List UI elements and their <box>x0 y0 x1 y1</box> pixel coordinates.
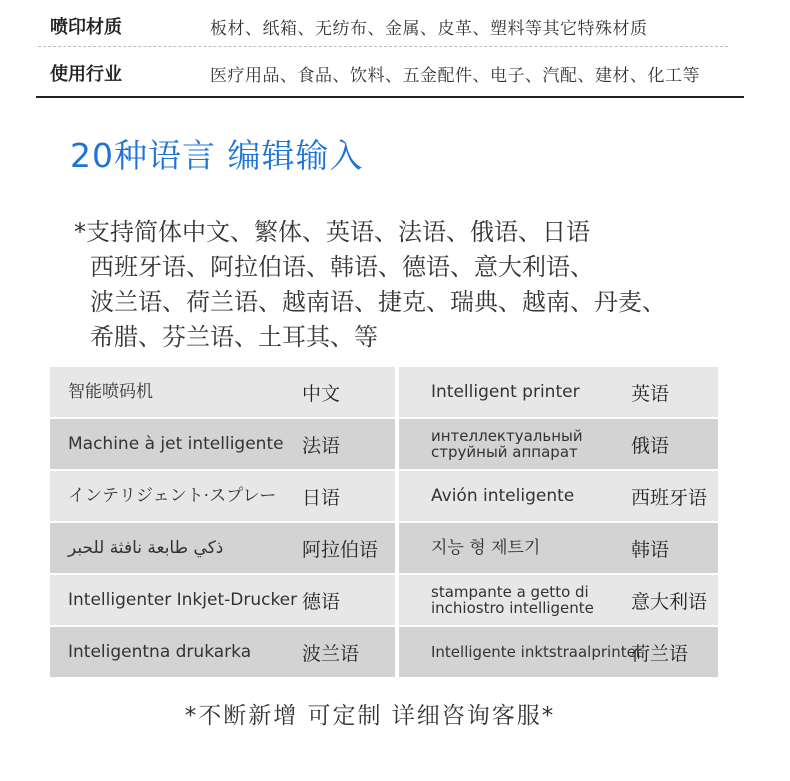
industry-label: 使用行业 <box>50 64 122 85</box>
language-line: *支持简体中文、繁体、英语、法语、俄语、日语 <box>74 218 590 246</box>
spec-row-industry <box>38 57 744 89</box>
dashed-divider <box>38 46 728 47</box>
table-cell <box>399 627 718 677</box>
table-cell <box>50 523 395 573</box>
term-text: интеллектуальный струйный аппарат <box>431 427 583 461</box>
language-name: 中文 <box>302 382 341 405</box>
term-text: Inteligentna drukarka <box>68 641 252 662</box>
table-cell <box>50 419 395 469</box>
term-text: Intelligenter Inkjet-Drucker <box>68 589 298 610</box>
term-text: 지능 형 제트기 <box>431 537 541 558</box>
table-row <box>50 367 718 417</box>
table-cell <box>399 575 718 625</box>
translation-table <box>50 367 718 679</box>
table-row <box>50 471 718 521</box>
table-row <box>50 627 718 677</box>
term-text: ذكي طابعة نافثة للحبر <box>68 537 224 558</box>
material-value: 板材、纸箱、无纺布、金属、皮革、塑料等其它特殊材质 <box>210 18 648 39</box>
table-row <box>50 419 718 469</box>
language-name: 波兰语 <box>302 642 360 665</box>
table-cell <box>50 575 395 625</box>
term-text: Intelligent printer <box>431 381 580 402</box>
term-text: インテリジェント·スプレー <box>68 485 277 506</box>
table-cell <box>399 471 718 521</box>
table-row <box>50 523 718 573</box>
material-label: 喷印材质 <box>50 17 122 38</box>
section-rule <box>36 96 744 98</box>
language-name: 法语 <box>302 434 341 457</box>
table-cell <box>399 523 718 573</box>
term-text: stampante a getto di inchiostro intelligente <box>431 583 594 617</box>
language-name: 西班牙语 <box>631 486 708 509</box>
language-name: 俄语 <box>631 434 670 457</box>
table-cell <box>50 471 395 521</box>
language-name: 意大利语 <box>631 590 708 613</box>
industry-value: 医疗用品、食品、饮料、五金配件、电子、汽配、建材、化工等 <box>210 65 700 86</box>
table-cell <box>399 419 718 469</box>
language-name: 阿拉伯语 <box>302 538 379 561</box>
language-name: 日语 <box>302 486 341 509</box>
language-line: 波兰语、荷兰语、越南语、捷克、瑞典、越南、丹麦、 <box>90 288 666 316</box>
table-row <box>50 575 718 625</box>
table-cell <box>50 627 395 677</box>
language-line: 西班牙语、阿拉伯语、韩语、德语、意大利语、 <box>90 253 594 281</box>
language-list <box>74 215 764 355</box>
headline: 20种语言 编辑输入 <box>70 136 364 175</box>
term-text: 智能喷码机 <box>68 381 153 402</box>
term-text: Machine à jet intelligente <box>68 433 284 454</box>
spec-row-material <box>38 10 744 42</box>
term-text: Intelligente inktstraalprinter <box>431 643 642 661</box>
language-name: 韩语 <box>631 538 670 561</box>
footer-note: *不断新增 可定制 详细咨询客服* <box>184 703 556 729</box>
table-cell <box>50 367 395 417</box>
term-text: Avión inteligente <box>431 485 575 506</box>
language-name: 荷兰语 <box>631 642 689 665</box>
language-name: 德语 <box>302 590 341 613</box>
table-cell <box>399 367 718 417</box>
language-line: 希腊、芬兰语、土耳其、等 <box>90 323 378 351</box>
language-name: 英语 <box>631 382 670 405</box>
